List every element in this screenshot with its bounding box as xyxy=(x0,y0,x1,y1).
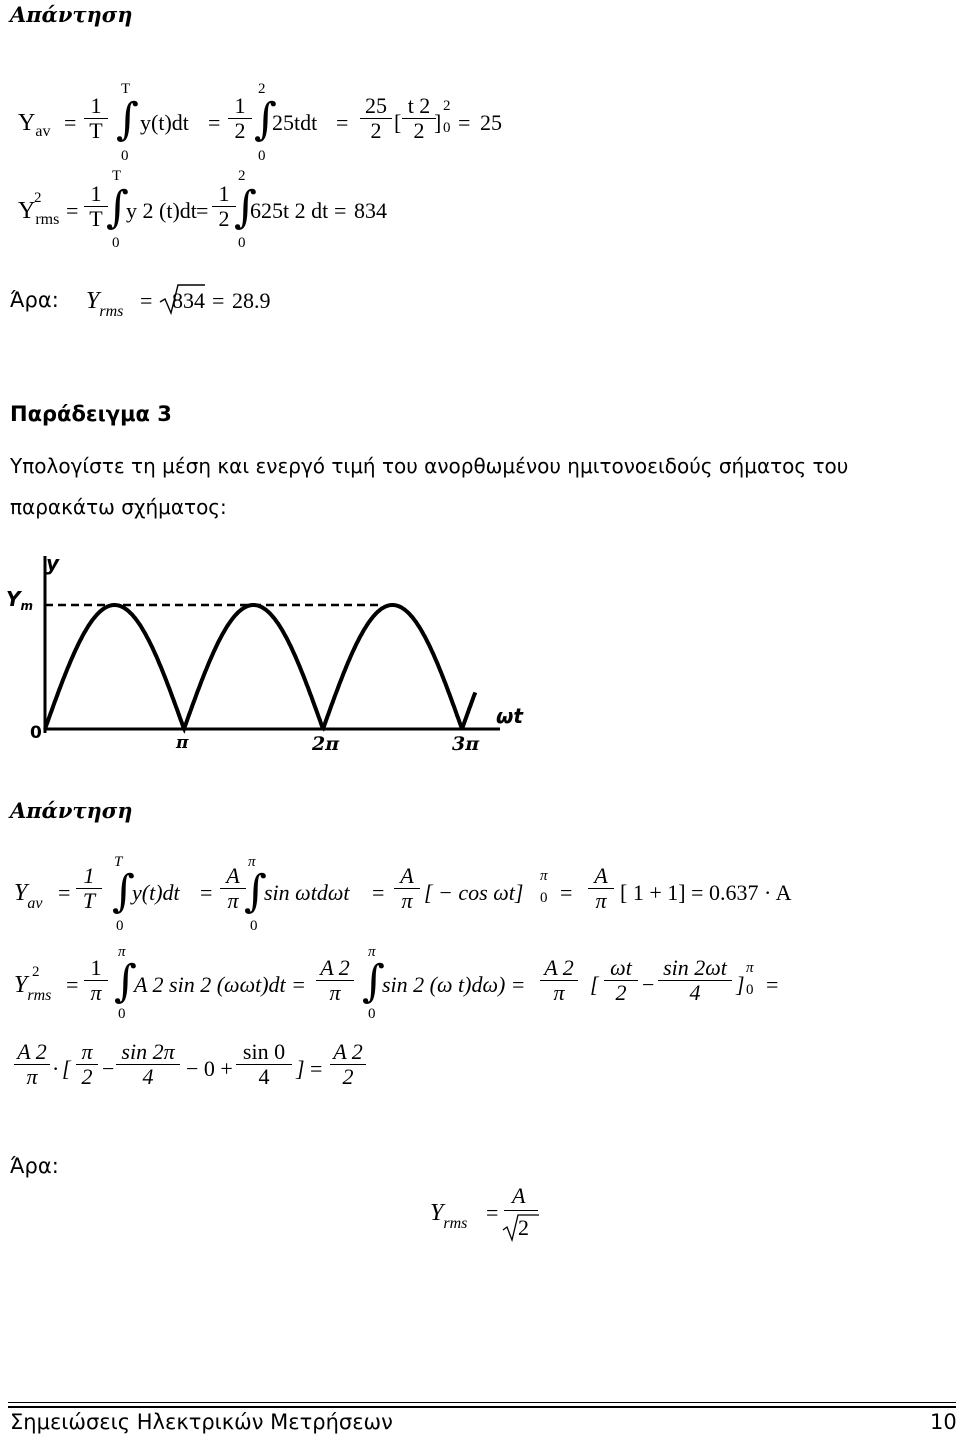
integrand-625t2: 625t 2 dt xyxy=(250,198,329,223)
footer-title: Σημειώσεις Ηλεκτρικών Μετρήσεων xyxy=(10,1410,393,1434)
yav-symbol: $Y_{av}$ xyxy=(14,880,43,912)
fraction-A2-over-2: $\frac{A 2}{2}$ xyxy=(330,1040,366,1089)
integral-lower-limit: 0 xyxy=(116,918,124,934)
bracket-open: [ xyxy=(590,972,599,997)
fraction-A2-over-pi: $\frac{A 2}{\pi}$ xyxy=(14,1040,50,1089)
sqrt-radicand: 834 xyxy=(172,288,205,313)
fraction-1-over-2: $\frac{1}{2}$ xyxy=(228,94,252,143)
dot-operator: · xyxy=(52,1056,60,1081)
bracket-upper-limit: π xyxy=(540,868,548,884)
equals-sign: = xyxy=(212,288,225,313)
yrms-symbol: Y 2 $_{rms}$ xyxy=(18,190,60,228)
equals-sign: = xyxy=(372,880,385,905)
equals-sign: = xyxy=(140,288,153,313)
integrand-yt: y(t)dt xyxy=(140,110,189,135)
cos-bracket: [ − cos ωt] xyxy=(424,880,524,905)
yav-symbol: $Y_{av}$ xyxy=(18,110,51,140)
fraction-1-over-T: $\frac{1}{T}$ xyxy=(84,182,108,231)
equals-sign: = xyxy=(196,198,209,223)
fraction-A-over-pi: $\frac{A}{\pi}$ xyxy=(394,864,420,913)
equals-sign: = xyxy=(310,1056,323,1081)
yrms-value: 28.9 xyxy=(232,288,271,313)
example-text-line-2: παρακάτω σχήματος: xyxy=(10,495,227,519)
tick-label-pi: π xyxy=(176,733,189,753)
fraction-t2-over-2: $\frac{t 2}{2}$ xyxy=(402,94,436,143)
equals-sign: = xyxy=(512,972,525,997)
fraction-A-over-pi: $\frac{A}{\pi}$ xyxy=(220,864,246,913)
integral-upper-limit: π xyxy=(368,944,376,960)
integral-lower-limit: 0 xyxy=(258,148,266,164)
equals-sign: = xyxy=(334,198,347,223)
bracket-close: ] xyxy=(296,1056,305,1081)
example-text-line-1: Υπολογίστε τη μέση και ενεργό τιμή του ανορθωμένου ημιτονοειδούς σήματος του xyxy=(10,454,849,478)
integral-sign: ∫ xyxy=(116,94,139,145)
fraction-1-over-T: $\frac{1}{T}$ xyxy=(76,864,102,913)
bracket-close: ] xyxy=(434,110,442,135)
equals-sign: = xyxy=(64,110,77,135)
tick-label-3pi: 3π xyxy=(452,733,480,755)
fraction-A-over-pi: $\frac{A}{\pi}$ xyxy=(588,864,614,913)
integral-lower-limit: 0 xyxy=(118,1006,126,1022)
answer-heading: Απάντηση xyxy=(10,798,133,823)
integral-lower-limit: 0 xyxy=(368,1006,376,1022)
integral-upper-limit: T xyxy=(114,854,123,870)
top-heading: Απάντηση xyxy=(10,2,133,27)
ym-label: $Y_m$ xyxy=(6,587,33,613)
equals-sign: = xyxy=(560,880,573,905)
bracket-close: ] xyxy=(736,972,745,997)
fraction-sin0-over-4: $\frac{\sin 0}{4}$ xyxy=(236,1040,292,1089)
footer-page-number: 10 xyxy=(930,1410,957,1434)
fraction-25-over-2: $\frac{25}{2}$ xyxy=(360,94,392,143)
bracket-lower-limit: 0 xyxy=(746,982,754,998)
fraction-sin2pi-over-4: $\frac{\sin 2\pi}{4}$ xyxy=(116,1040,180,1089)
integral-lower-limit: 0 xyxy=(121,148,129,164)
integral-upper-limit: 2 xyxy=(238,168,246,184)
integral-sign: ∫ xyxy=(234,182,257,233)
x-axis-label: ωt xyxy=(496,704,523,728)
footer-rule-thick xyxy=(8,1406,956,1408)
integral-upper-limit: 2 xyxy=(258,81,266,97)
equals-sign: = xyxy=(766,972,779,997)
integral-sign: ∫ xyxy=(362,956,385,1007)
integral-lower-limit: 0 xyxy=(250,918,258,934)
tick-label-2pi: 2π xyxy=(312,733,340,755)
yrms-symbol: Y 2 $_{rms}$ xyxy=(14,964,52,1004)
integrand-25t: 25tdt xyxy=(272,110,318,135)
equals-sign: = xyxy=(336,110,349,135)
integrand-yt: y(t)dt xyxy=(132,880,180,905)
footer-rule-thin xyxy=(8,1402,956,1403)
yav-result: [ 1 + 1] = 0.637 · A xyxy=(620,880,792,905)
middle-terms: − 0 + xyxy=(186,1056,233,1081)
integral-lower-limit: 0 xyxy=(238,235,246,251)
equals-sign: = xyxy=(66,198,79,223)
integrand-sin: sin ωtdωt xyxy=(264,880,350,905)
integral-sign: ∫ xyxy=(254,94,277,145)
example-title: Παράδειγμα 3 xyxy=(10,402,172,426)
equals-sign: = xyxy=(200,880,213,905)
bracket-lower-limit: 0 xyxy=(443,120,451,136)
integrand-sin2: sin 2 (ω t)dω) xyxy=(382,972,506,997)
fraction-A2-over-pi: $\frac{A 2}{\pi}$ xyxy=(316,956,354,1005)
ara-label: Άρα: xyxy=(10,288,59,312)
fraction-1-over-pi: $\frac{1}{\pi}$ xyxy=(84,956,108,1005)
equals-sign: = xyxy=(58,880,71,905)
yav-result: 25 xyxy=(480,110,502,135)
bracket-upper-limit: 2 xyxy=(443,98,451,114)
fraction-numerator-A: A xyxy=(512,1183,526,1208)
integrand-a2-sin2: A 2 sin 2 (ωωt)dt = xyxy=(134,972,307,997)
bracket-open: [ xyxy=(62,1056,71,1081)
fraction-wt-over-2: $\frac{\omega t}{2}$ xyxy=(604,956,638,1005)
integral-lower-limit: 0 xyxy=(112,235,120,251)
integral-sign: ∫ xyxy=(244,866,267,917)
bracket-lower-limit: 0 xyxy=(540,890,548,906)
sqrt-radicand: 2 xyxy=(518,1215,529,1240)
bracket-upper-limit: π xyxy=(746,960,754,976)
equals-sign: = xyxy=(66,972,79,997)
equals-sign: = xyxy=(486,1200,499,1225)
y-axis-label: y xyxy=(46,551,60,575)
ara-label-bottom: Άρα: xyxy=(10,1154,59,1178)
fraction-sin2wt-over-4: $\frac{\sin 2\omega t}{4}$ xyxy=(658,956,732,1005)
integral-sign: ∫ xyxy=(114,956,137,1007)
minus-sign: − xyxy=(642,972,655,997)
equals-sign: = xyxy=(208,110,221,135)
integral-upper-limit: π xyxy=(248,854,256,870)
yrms-symbol: $Y_{rms}$ xyxy=(430,1200,468,1232)
integral-upper-limit: T xyxy=(112,168,122,184)
integrand-y2t: y 2 (t)dt xyxy=(126,198,197,223)
minus-sign: − xyxy=(102,1056,115,1081)
integral-upper-limit: T xyxy=(121,81,131,97)
yrms2-result: 834 xyxy=(354,198,387,223)
bracket-open: [ xyxy=(394,110,402,135)
fraction-A2-over-pi: $\frac{A 2}{\pi}$ xyxy=(540,956,578,1005)
integral-sign: ∫ xyxy=(112,866,135,917)
rectified-sine-figure xyxy=(0,548,540,770)
fraction-1-over-T: $\frac{1}{T}$ xyxy=(84,94,108,143)
fraction-1-over-2: $\frac{1}{2}$ xyxy=(212,182,236,231)
fraction-bar xyxy=(504,1210,538,1211)
origin-label: 0 xyxy=(30,723,42,743)
integral-sign: ∫ xyxy=(106,182,129,233)
integral-upper-limit: π xyxy=(118,944,126,960)
equals-sign: = xyxy=(458,110,471,135)
yrms-symbol: $Y_{rms}$ xyxy=(86,288,124,320)
fraction-pi-over-2: $\frac{\pi}{2}$ xyxy=(76,1040,98,1089)
